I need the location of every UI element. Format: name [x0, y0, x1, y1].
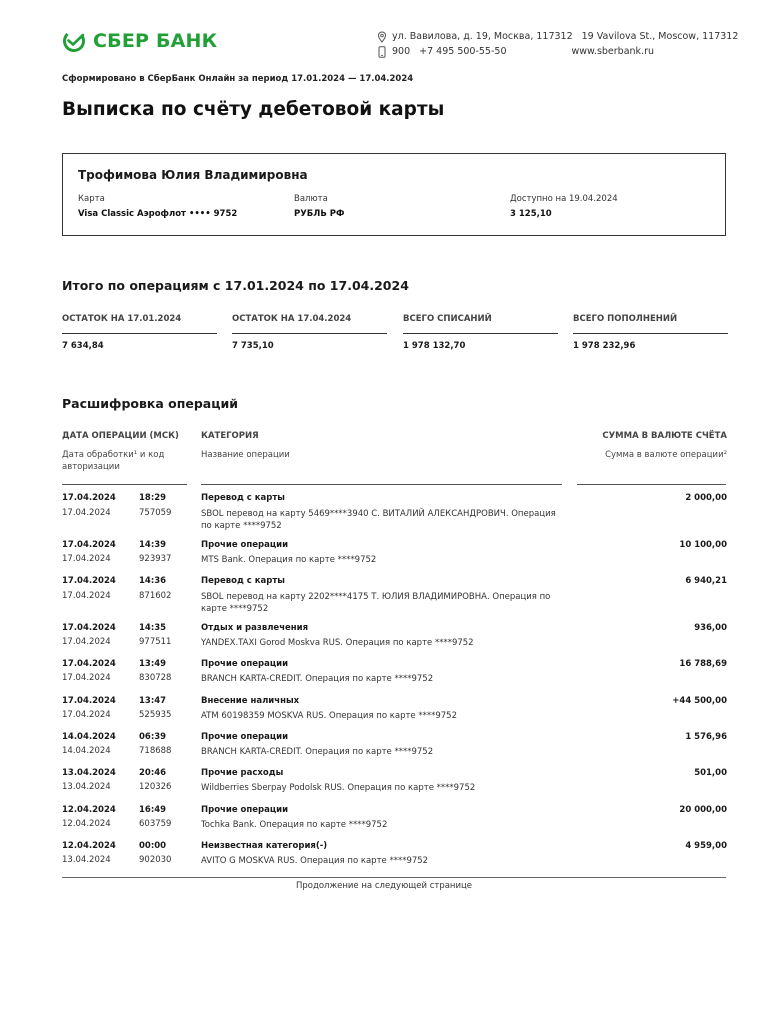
op-auth-code: 923937: [139, 554, 172, 564]
operations-title: Расшифровка операций: [62, 396, 239, 411]
op-amount: 4 959,00: [685, 841, 727, 851]
op-description: BRANCH KARTA-CREDIT. Операция по карте ****9752: [201, 674, 434, 684]
op-amount: 20 000,00: [679, 805, 727, 815]
phone-long[interactable]: +7 495 500-55-50: [419, 46, 507, 57]
website-link[interactable]: www.sberbank.ru: [571, 46, 654, 57]
total-closing-balance: [232, 314, 387, 351]
header-amount: СУММА В ВАЛЮТЕ СЧЁТА: [602, 431, 727, 441]
op-description: AVITO G MOSKVA RUS. Операция по карте ****9752: [201, 856, 429, 866]
op-time: 06:39: [139, 732, 167, 742]
op-date: 12.04.2024: [62, 841, 116, 851]
total-opening-balance: [62, 314, 217, 351]
op-time: 14:39: [139, 540, 167, 550]
page-title: Выписка по счёту дебетовой карты: [62, 99, 445, 120]
totals-title: Итого по операциям с 17.01.2024 по 17.04.2024: [62, 278, 409, 293]
bank-name: СБЕР БАНК: [93, 30, 218, 52]
total-label: ОСТАТОК НА 17.04.2024: [232, 314, 387, 334]
op-description: SBOL перевод на карту 5469****3940 С. ВИТАЛИЙ АЛЕКСАНДРОВИЧ. Операция по карте ****9752: [201, 509, 556, 531]
phone-icon: [376, 46, 388, 58]
op-auth-code: 525935: [139, 710, 172, 720]
header-date-sub: Дата обработки¹ и код авторизации: [62, 450, 165, 472]
op-description: ATM 60198359 MOSKVA RUS. Операция по карте ****9752: [201, 711, 457, 721]
op-amount: 2 000,00: [685, 493, 727, 503]
op-processing-date: 17.04.2024: [62, 591, 111, 601]
op-description: YANDEX.TAXI Gorod Moskva RUS. Операция по карте ****9752: [201, 638, 474, 648]
op-auth-code: 977511: [139, 637, 172, 647]
total-label: ВСЕГО СПИСАНИЙ: [403, 314, 558, 334]
bank-logo: [62, 28, 217, 54]
op-processing-date: 14.04.2024: [62, 746, 111, 756]
op-description: Wildberries Sberpay Podolsk RUS. Операция по карте ****9752: [201, 783, 476, 793]
continue-note: Продолжение на следующей странице: [295, 881, 473, 891]
currency-label: Валюта: [294, 194, 328, 204]
op-processing-date: 17.04.2024: [62, 637, 111, 647]
op-category: Прочие расходы: [201, 768, 284, 778]
op-time: 20:46: [139, 768, 167, 778]
op-date: 17.04.2024: [62, 540, 116, 550]
op-time: 14:36: [139, 576, 167, 586]
op-date: 17.04.2024: [62, 659, 116, 669]
op-auth-code: 718688: [139, 746, 172, 756]
op-processing-date: 17.04.2024: [62, 673, 111, 683]
op-time: 16:49: [139, 805, 167, 815]
op-processing-date: 13.04.2024: [62, 782, 111, 792]
op-description: Tochka Bank. Операция по карте ****9752: [201, 820, 388, 830]
op-amount: 6 940,21: [685, 576, 727, 586]
op-processing-date: 17.04.2024: [62, 710, 111, 720]
op-auth-code: 603759: [139, 819, 172, 829]
op-category: Прочие операции: [201, 732, 289, 742]
total-value: 7 735,10: [232, 341, 274, 351]
op-amount: 501,00: [694, 768, 727, 778]
card-info-box: [62, 153, 726, 236]
location-pin-icon: [376, 31, 388, 43]
op-processing-date: 13.04.2024: [62, 855, 111, 865]
header-category-sub: Название операции: [201, 450, 290, 460]
phone-short[interactable]: 900: [392, 46, 411, 57]
op-date: 13.04.2024: [62, 768, 116, 778]
sber-logo-icon: [62, 29, 86, 53]
total-label: ВСЕГО ПОПОЛНЕНИЙ: [573, 314, 728, 334]
op-category: Отдых и развлечения: [201, 623, 309, 633]
generated-note: Сформировано в СберБанк Онлайн за период 17.01.2024 — 17.04.2024: [62, 74, 414, 84]
op-processing-date: 17.04.2024: [62, 554, 111, 564]
card-label: Карта: [78, 194, 105, 204]
op-auth-code: 871602: [139, 591, 172, 601]
op-amount: 936,00: [694, 623, 727, 633]
currency-value: РУБЛЬ РФ: [294, 209, 345, 219]
op-category: Перевод с карты: [201, 493, 285, 503]
op-auth-code: 830728: [139, 673, 172, 683]
op-time: 13:47: [139, 696, 167, 706]
op-amount: 10 100,00: [679, 540, 727, 550]
bank-contacts: [376, 29, 738, 59]
table-bottom-divider: [62, 877, 726, 878]
total-debits: [403, 314, 558, 351]
total-label: ОСТАТОК НА 17.01.2024: [62, 314, 217, 334]
op-category: Внесение наличных: [201, 696, 300, 706]
total-value: 7 634,84: [62, 341, 104, 351]
header-divider: [62, 484, 187, 485]
op-date: 17.04.2024: [62, 623, 116, 633]
op-date: 17.04.2024: [62, 576, 116, 586]
op-description: SBOL перевод на карту 2202****4175 Т. ЮЛИЯ ВЛАДИМИРОВНА. Операция по карте ****9752: [201, 592, 551, 614]
total-value: 1 978 132,70: [403, 341, 466, 351]
op-time: 00:00: [139, 841, 167, 851]
header-category: КАТЕГОРИЯ: [201, 431, 259, 441]
op-category: Прочие операции: [201, 805, 289, 815]
op-category: Перевод с карты: [201, 576, 285, 586]
card-holder-name: Трофимова Юлия Владимировна: [78, 168, 308, 182]
op-date: 14.04.2024: [62, 732, 116, 742]
header-divider: [577, 484, 726, 485]
total-value: 1 978 232,96: [573, 341, 636, 351]
available-value: 3 125,10: [510, 209, 552, 219]
op-time: 13:49: [139, 659, 167, 669]
op-date: 17.04.2024: [62, 493, 116, 503]
op-amount: 1 576,96: [685, 732, 727, 742]
op-time: 14:35: [139, 623, 167, 633]
op-date: 17.04.2024: [62, 696, 116, 706]
card-value: Visa Classic Аэрофлот •••• 9752: [78, 209, 238, 219]
op-category: Прочие операции: [201, 540, 289, 550]
header-amount-sub: Сумма в валюте операции²: [605, 450, 727, 460]
op-auth-code: 120326: [139, 782, 172, 792]
op-description: MTS Bank. Операция по карте ****9752: [201, 555, 377, 565]
op-processing-date: 17.04.2024: [62, 508, 111, 518]
header-divider: [201, 484, 562, 485]
op-auth-code: 902030: [139, 855, 172, 865]
address-en: 19 Vavilova St., Moscow, 117312: [581, 31, 739, 42]
op-category: Прочие операции: [201, 659, 289, 669]
total-credits: [573, 314, 728, 351]
op-category: Неизвестная категория(-): [201, 841, 328, 851]
op-date: 12.04.2024: [62, 805, 116, 815]
op-time: 18:29: [139, 493, 167, 503]
op-auth-code: 757059: [139, 508, 172, 518]
op-processing-date: 12.04.2024: [62, 819, 111, 829]
header-date: ДАТА ОПЕРАЦИИ (МСК): [62, 431, 179, 441]
address-ru: ул. Вавилова, д. 19, Москва, 117312: [392, 31, 573, 42]
op-amount: 16 788,69: [679, 659, 727, 669]
op-amount: +44 500,00: [672, 696, 727, 706]
op-description: BRANCH KARTA-CREDIT. Операция по карте ****9752: [201, 747, 434, 757]
available-label: Доступно на 19.04.2024: [510, 194, 618, 204]
